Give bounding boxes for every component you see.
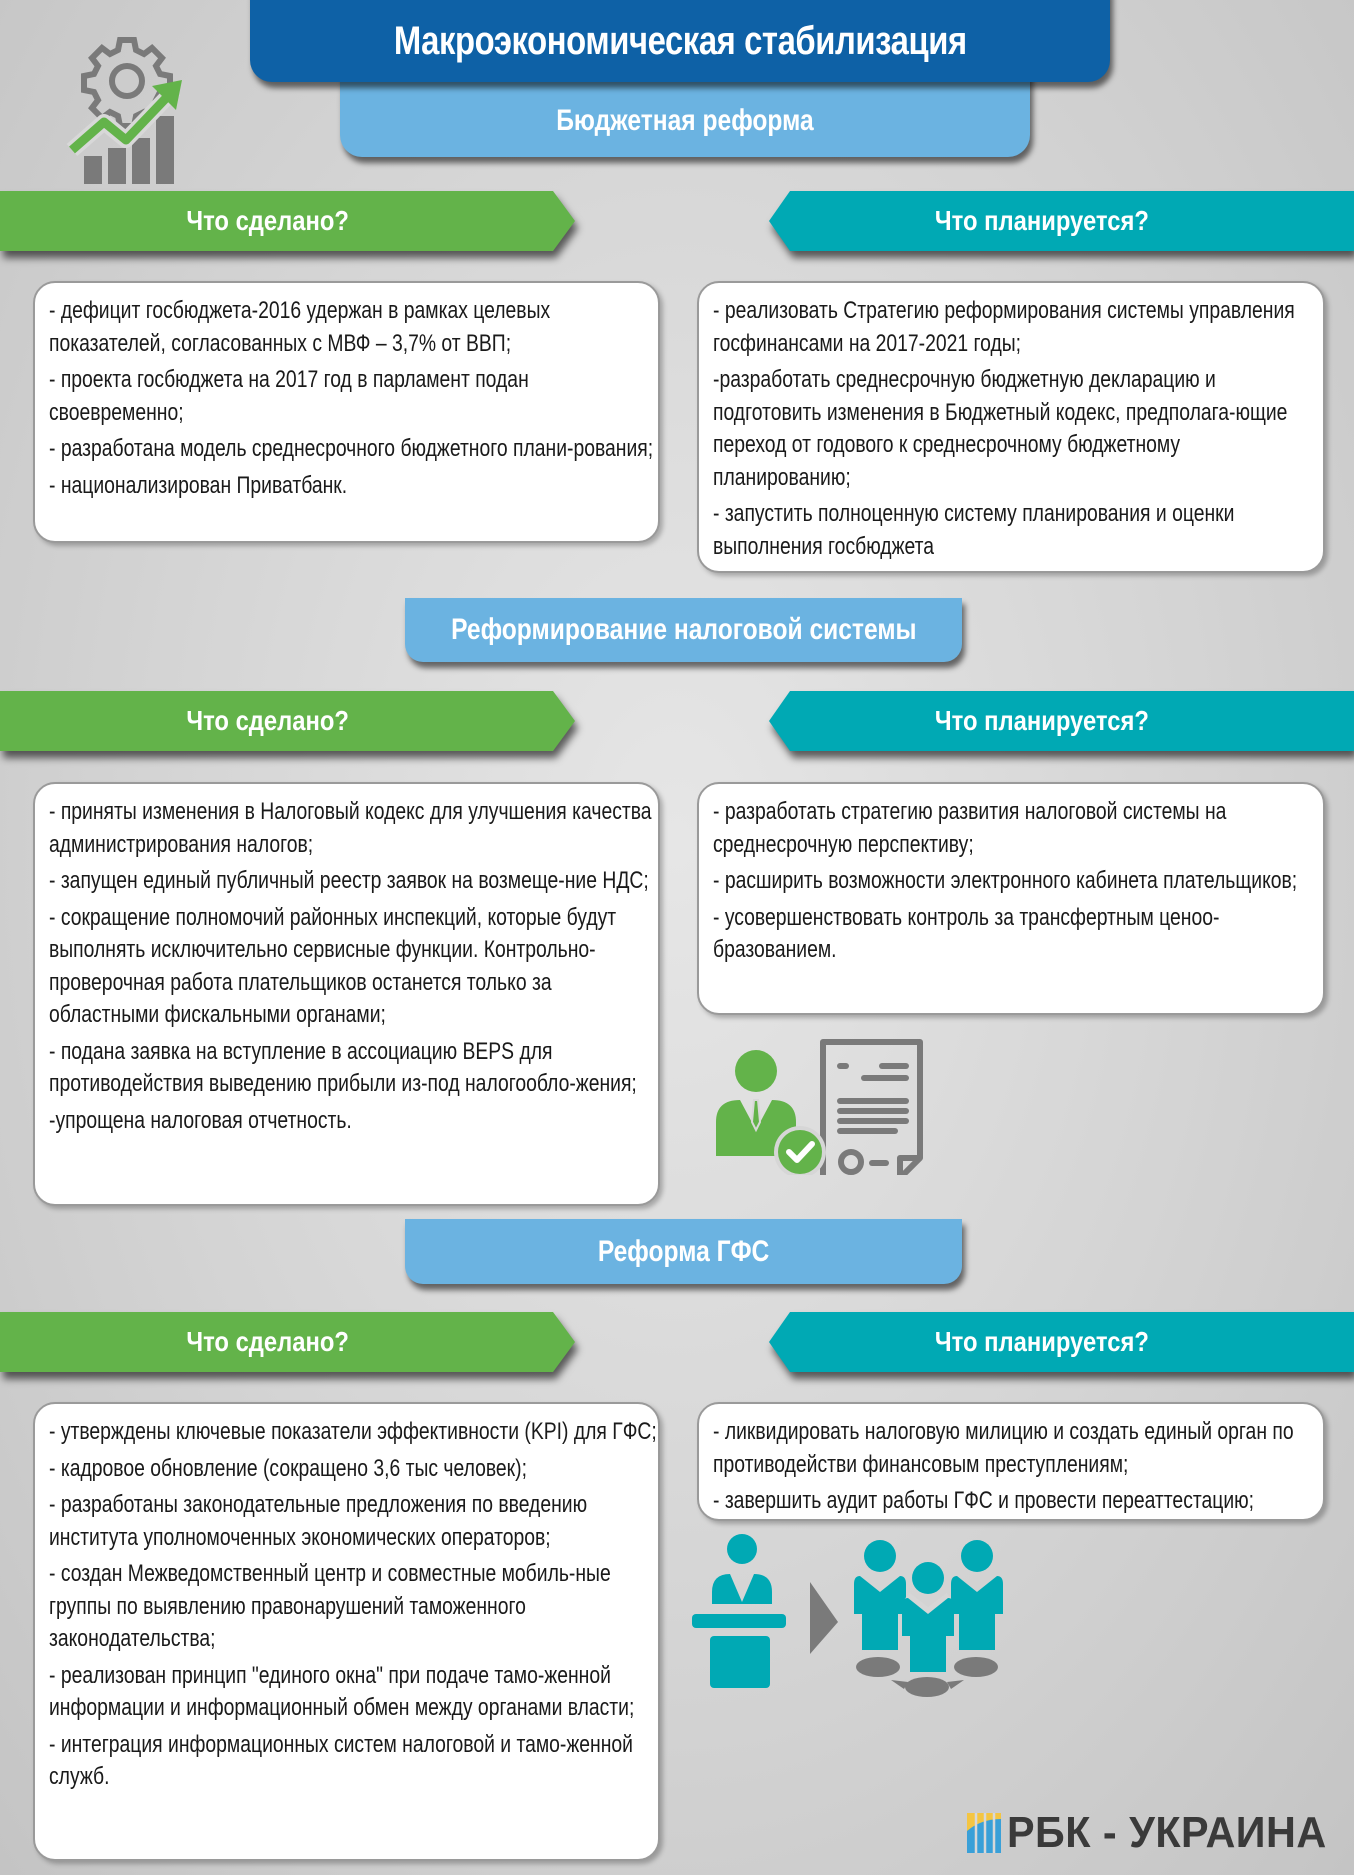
list-item: - создан Межведомственный центр и совместные мобиль-ные группы по выявлению правонарушений таможенного законодательства; — [49, 1560, 611, 1652]
done-label: Что сделано? — [186, 205, 349, 236]
plan-banner — [769, 1312, 1354, 1372]
section-header-gfs — [405, 1219, 962, 1284]
done-card — [33, 782, 660, 1206]
list-item: - интеграция информационных систем налоговой и тамо-женной служб. — [49, 1730, 633, 1790]
section-title: Бюджетная реформа — [556, 103, 814, 137]
plan-banner — [769, 691, 1354, 751]
list-item: - дефицит госбюджета-2016 удержан в рамках целевых показателей, согласованных с МВФ – 3,7% от ВВП; — [49, 297, 551, 357]
plan-card — [697, 782, 1325, 1015]
plan-card — [697, 1402, 1325, 1521]
list-item: - запущен единый публичный реестр заявок на возмеще-ние НДС; — [49, 867, 649, 894]
section-header-budget — [340, 70, 1030, 157]
list-item: - расширить возможности электронного кабинета плательщиков; — [713, 867, 1298, 894]
section-title: Реформа ГФС — [597, 1234, 770, 1268]
page-title-banner — [250, 0, 1110, 82]
done-banner — [0, 191, 575, 251]
list-item: - приняты изменения в Налоговый кодекс для улучшения качества администрирования налогов; — [49, 798, 652, 858]
speaker-to-team-icon — [688, 1532, 1008, 1707]
list-item: - разработана модель среднесрочного бюджетного плани-рования; — [49, 435, 654, 462]
plan-card — [697, 281, 1325, 573]
list-item: - ликвидировать налоговую милицию и создать единый орган по противодействи финансовым преступлениям; — [713, 1418, 1294, 1478]
done-card — [33, 1402, 660, 1861]
list-item: - реализован принцип "единого окна" при подаче тамо-женной информации и информационный обмен между органами власти; — [49, 1661, 635, 1721]
plan-banner — [769, 191, 1354, 251]
list-item: -упрощена налоговая отчетность. — [49, 1106, 352, 1134]
rbc-flag-logo-icon — [967, 1813, 1001, 1853]
list-item: -разработать среднесрочную бюджетную декларацию и подготовить изменения в Бюджетный кодекс, предполага-ющие переход от годового к среднесрочному бюджетному планированию; — [713, 366, 1288, 491]
list-item: - усовершенствовать контроль за трансфертным ценоо-бразованием. — [713, 903, 1220, 963]
logo-text: РБК - УКРАИНА — [1007, 1808, 1327, 1857]
taxpayer-approved-document-icon — [700, 1030, 935, 1175]
gear-growth-chart-icon — [62, 28, 187, 188]
page-title: Макроэкономическая стабилизация — [393, 18, 967, 63]
section-header-tax — [405, 598, 962, 662]
list-item: - сокращение полномочий районных инспекций, которые будут выполнять исключительно сервисные функции. Контрольно-проверочная работа плательщиков останется только за областными фискальными органами; — [49, 903, 617, 1028]
list-item: - разработать стратегию развития налоговой системы на среднесрочную перспективу; — [713, 798, 1227, 858]
list-item: - завершить аудит работы ГФС и провести переаттестацию; — [713, 1487, 1255, 1514]
plan-label: Что планируется? — [934, 1326, 1149, 1357]
list-item: - проекта госбюджета на 2017 год в парламент подан своевременно; — [49, 366, 529, 426]
section-title: Реформирование налоговой системы — [450, 613, 917, 646]
plan-label: Что планируется? — [934, 205, 1149, 236]
list-item: - запустить полноценную систему планирования и оценки выполнения госбюджета — [713, 500, 1235, 560]
done-banner — [0, 1312, 575, 1372]
plan-label: Что планируется? — [934, 705, 1149, 736]
done-banner — [0, 691, 575, 751]
list-item: - разработаны законодательные предложения по введению института уполномоченных экономических операторов; — [49, 1491, 588, 1551]
list-item: - подана заявка на вступление в ассоциацию BEPS для противодействия выведению прибыли из-под налогообло-жения; — [49, 1037, 637, 1097]
list-item: - утверждены ключевые показатели эффективности (KPI) для ГФС; — [49, 1418, 657, 1445]
done-label: Что сделано? — [186, 705, 349, 736]
list-item: - кадровое обновление (сокращено 3,6 тыс человек); — [49, 1454, 527, 1482]
list-item: - реализовать Стратегию реформирования системы управления госфинансами на 2017-2021 годы; — [713, 297, 1295, 357]
list-item: - национализирован Приватбанк. — [49, 471, 348, 499]
done-label: Что сделано? — [186, 1326, 349, 1357]
done-card — [33, 281, 660, 543]
rbc-ukraine-logo — [967, 1808, 1347, 1858]
